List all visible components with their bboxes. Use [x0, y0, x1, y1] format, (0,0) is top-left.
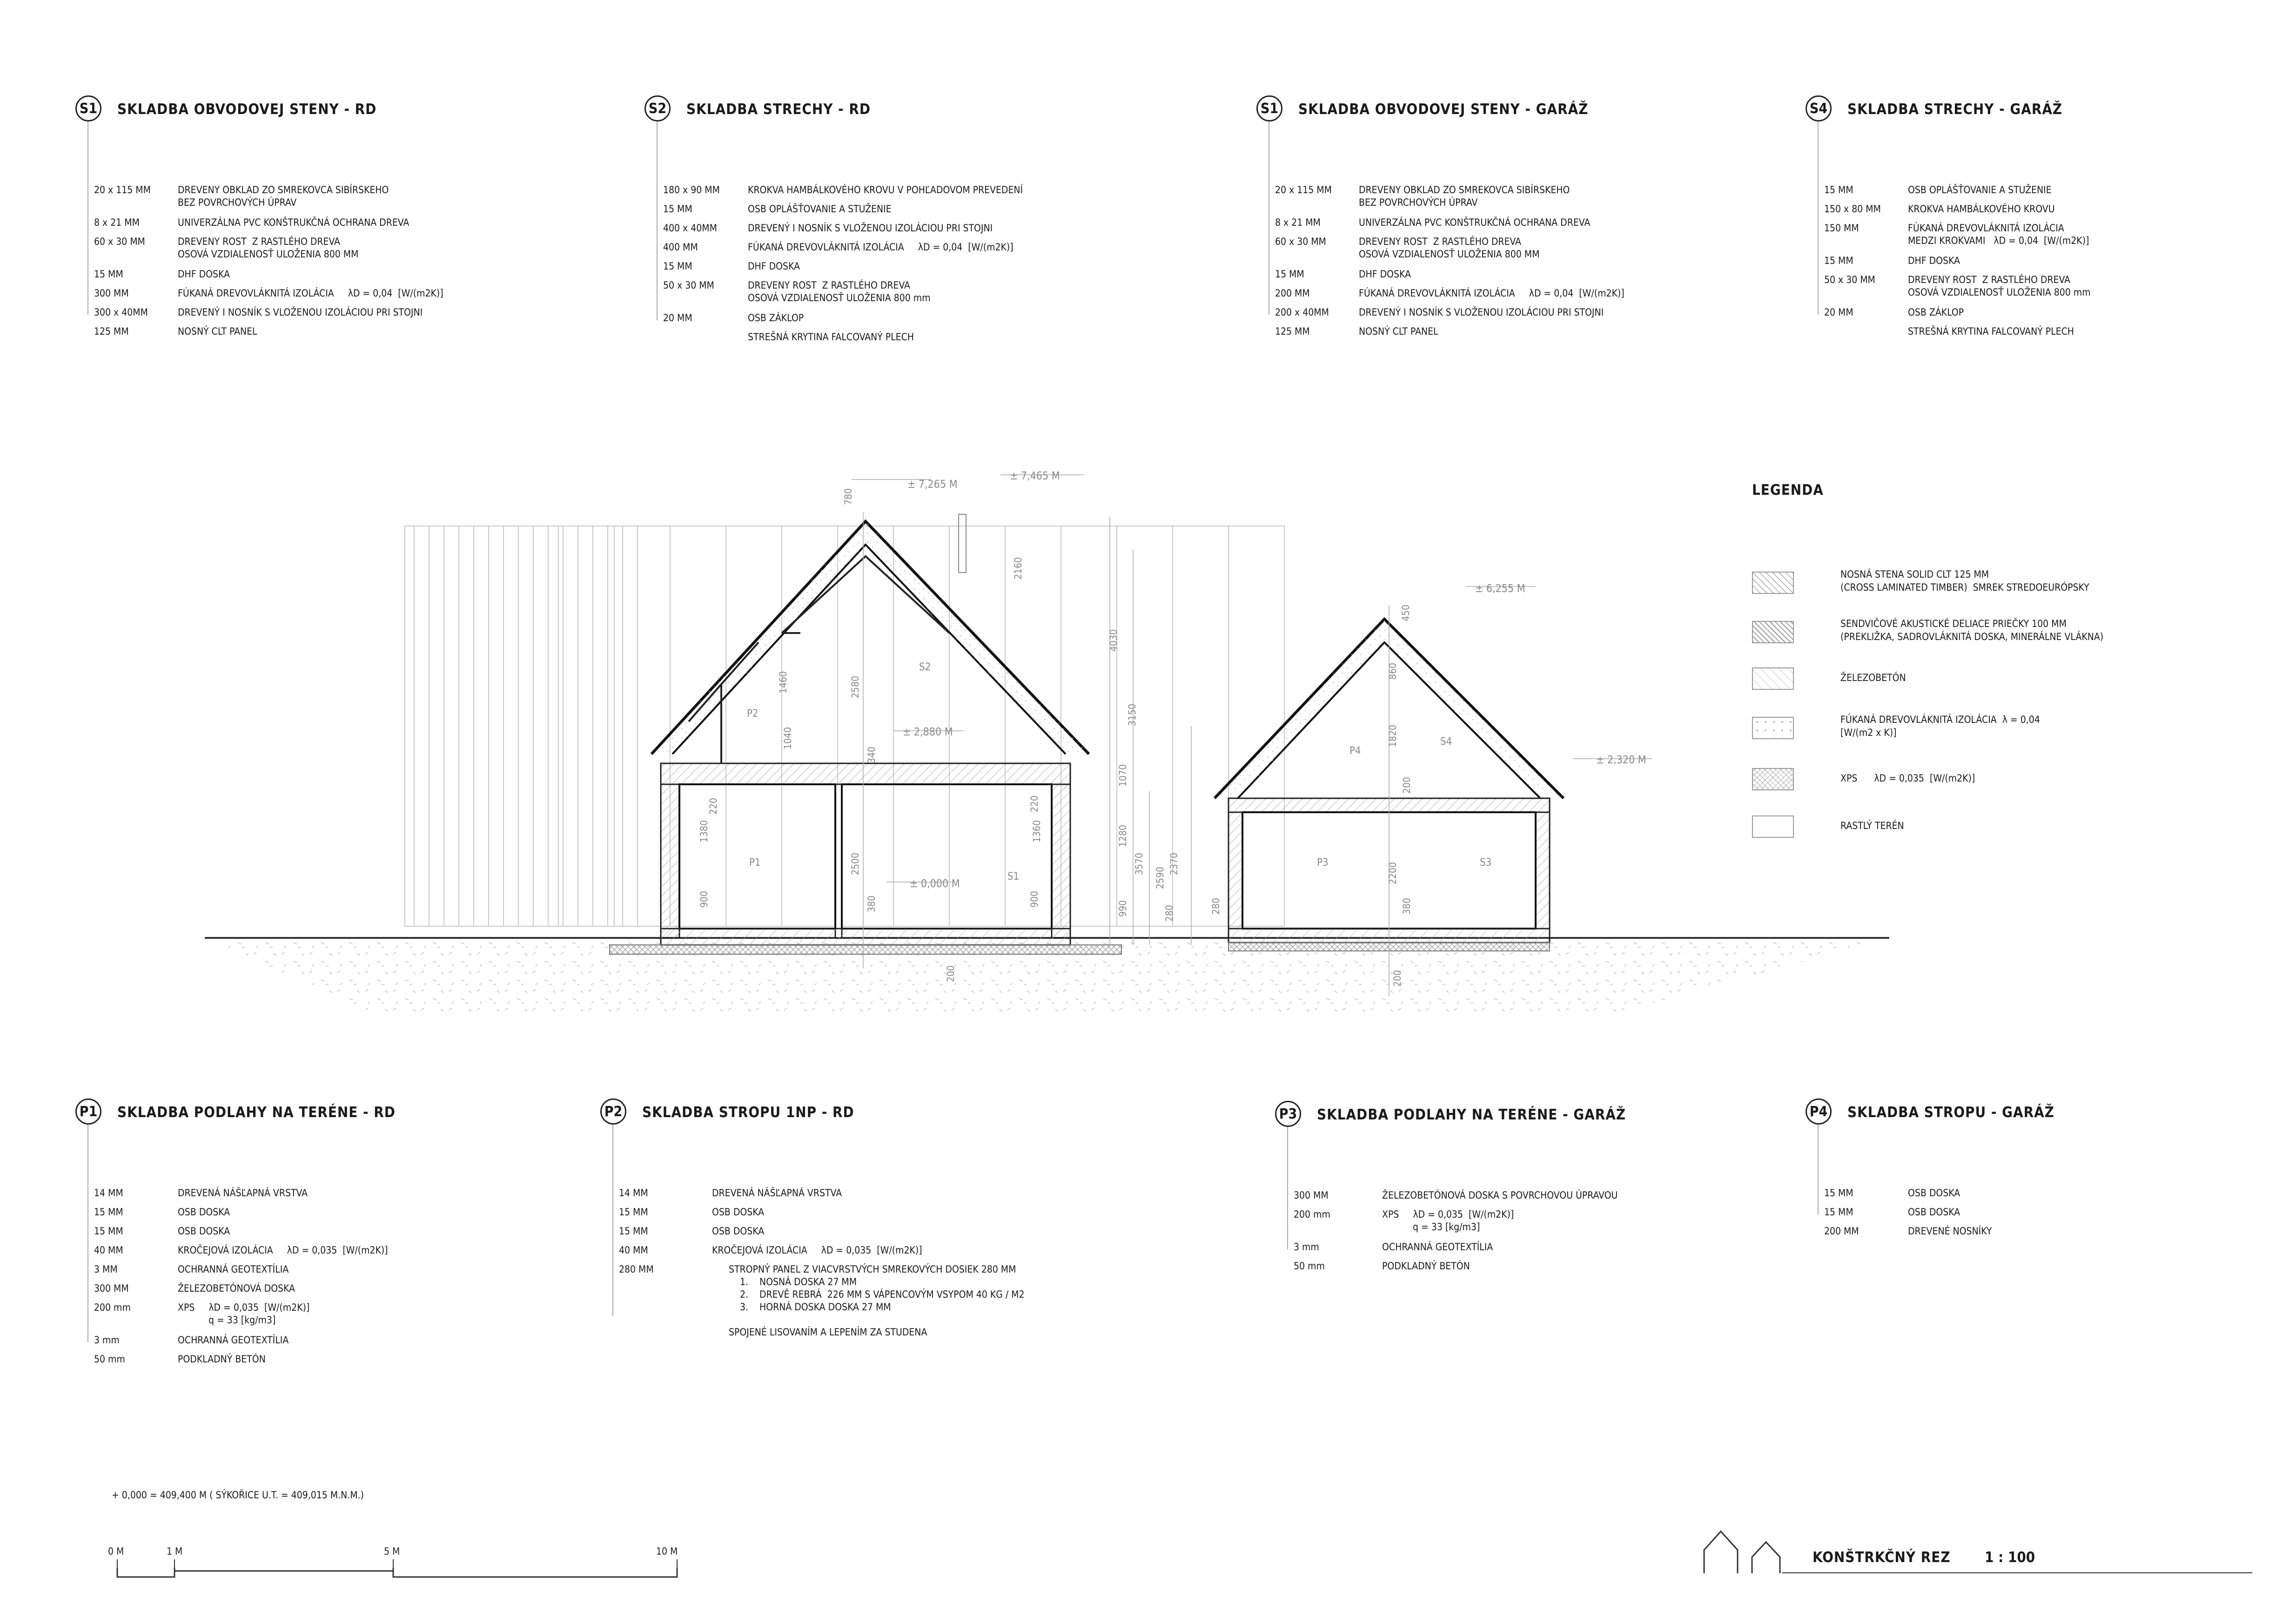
room-label: S4: [1440, 736, 1452, 748]
layer-thickness: 15 MM: [1824, 255, 1853, 266]
layer-material: OCHRANNÁ GEOTEXTÍLIA: [178, 1334, 289, 1346]
layer-material: DREVENÝ I NOSNÍK S VLOŽENOU IZOLÁCIOU PRI STOJNI: [1359, 307, 1604, 318]
layer-thickness: 15 MM: [663, 261, 692, 272]
drawing-title: KONŠTRKČNÝ REZ: [1813, 1549, 1951, 1566]
layer-material: OSB DOSKA: [1908, 1187, 1960, 1199]
layer-thickness: 15 MM: [1275, 269, 1304, 280]
main-house-section: [610, 514, 1121, 954]
layer-thickness: 15 MM: [94, 1206, 123, 1218]
layer-material: UNIVERZÁLNA PVC KONŠTRUKČNÁ OCHRANA DREVA: [1359, 217, 1591, 228]
layer-thickness: 15 MM: [1824, 184, 1853, 195]
dimension-label: 280: [1210, 897, 1222, 915]
layer-material: UNIVERZÁLNA PVC KONŠTRUKČNÁ OCHRANA DREVA: [178, 217, 410, 228]
layer-thickness: 50 mm: [1294, 1260, 1325, 1272]
dimension-label: 280: [1164, 904, 1175, 922]
dimension-label: 2580: [850, 675, 861, 698]
layer-material: OSB DOSKA: [1908, 1206, 1960, 1218]
drawing-scale: 1 : 100: [1985, 1549, 2035, 1566]
layer-thickness: 300 MM: [1294, 1190, 1329, 1201]
dimension-label: 4030: [1108, 629, 1119, 652]
layer-badge: S4: [1806, 95, 1832, 121]
layer-badge: P1: [75, 1098, 101, 1125]
layer-material: FÚKANÁ DREVOVLÁKNITÁ IZOLÁCIA MEDZI KROKVAMI λD = 0,04 [W/(m2K)]: [1908, 222, 2089, 246]
layer-material: DHF DOSKA: [1359, 269, 1411, 280]
dimension-label: 200: [945, 965, 956, 982]
dimension-label: 2500: [850, 852, 861, 875]
layer-title: SKLADBA OBVODOVEJ STENY - RD: [117, 101, 377, 118]
dimension-label: 3150: [1127, 703, 1138, 726]
layer-material: OSB OPLÁŠŤOVANIE A STUŽENIE: [748, 203, 892, 215]
dimension-label: 2160: [1013, 557, 1024, 580]
layer-thickness: 200 MM: [1824, 1226, 1859, 1237]
layer-title: SKLADBA STROPU 1NP - RD: [642, 1104, 854, 1121]
dimension-label: 220: [1029, 795, 1040, 812]
layer-thickness: 15 MM: [94, 269, 123, 280]
layer-thickness: 14 MM: [94, 1187, 123, 1199]
scale-label-1: 1 M: [167, 1546, 183, 1557]
dimension-label: 200: [1392, 970, 1403, 987]
legend-text: SENDVIČOVÉ AKUSTICKÉ DELIACE PRIEČKY 100 MM (PREKLIŽKA, SADROVLÁKNITÁ DOSKA, MINERÁLNE VLÁKNA): [1840, 618, 2104, 642]
background-facade: [405, 526, 1284, 926]
layer-material: OSB DOSKA: [178, 1226, 230, 1237]
layer-thickness: 20 x 115 MM: [94, 184, 151, 195]
layer-thickness: 15 MM: [1824, 1206, 1853, 1218]
dimension-label: 2590: [1155, 866, 1166, 889]
layer-material: KROČEJOVÁ IZOLÁCIA λD = 0,035 [W/(m2K)]: [178, 1245, 388, 1256]
layer-thickness: 150 MM: [1824, 222, 1859, 234]
layer-thickness: 15 MM: [619, 1206, 648, 1218]
legend-swatch: [1752, 667, 1794, 690]
layer-material: DREVENY ROST Z RASTLÉHO DREVA OSOVÁ VZDIALENOSŤ ULOŽENIA 800 MM: [1359, 236, 1540, 260]
layer-thickness: 40 MM: [619, 1245, 648, 1256]
layer-material: DHF DOSKA: [1908, 255, 1960, 266]
layer-badge: S2: [644, 95, 671, 121]
layer-thickness: 125 MM: [1275, 326, 1310, 337]
layer-thickness: 3 mm: [1294, 1241, 1319, 1253]
room-label: S2: [919, 661, 931, 673]
dimension-label: 1280: [1117, 824, 1128, 847]
layer-material: DREVENY ROST Z RASTLÉHO DREVA OSOVÁ VZDIALENOSŤ ULOŽENIA 800 mm: [1908, 274, 2091, 298]
layer-thickness: 15 MM: [94, 1226, 123, 1237]
layer-material: DHF DOSKA: [178, 269, 230, 280]
layer-material: DREVENY ROST Z RASTLÉHO DREVA OSOVÁ VZDIALENOSŤ ULOŽENIA 800 mm: [748, 280, 931, 303]
legend-text: ŽELEZOBETÓN: [1840, 672, 1906, 683]
layer-material: OCHRANNÁ GEOTEXTÍLIA: [178, 1264, 289, 1275]
layer-material: OSB DOSKA: [712, 1226, 765, 1237]
title-underline: [1782, 1572, 2252, 1573]
level-label: ± 6,255 M: [1475, 583, 1525, 595]
dimension-label: 1360: [1031, 820, 1042, 842]
dimension-label: 3570: [1134, 852, 1145, 875]
layer-thickness: 50 x 30 MM: [663, 280, 714, 291]
layer-material: ŽELEZOBETÓNOVÁ DOSKA: [178, 1283, 295, 1294]
dimension-label: 900: [698, 890, 710, 908]
layer-material: FÚKANÁ DREVOVLÁKNITÁ IZOLÁCIA λD = 0,04 [W/(m2K)]: [178, 288, 443, 299]
layer-material: DREVENÁ NÁŠĽAPNÁ VRSTVA: [178, 1187, 308, 1199]
layer-title: SKLADBA OBVODOVEJ STENY - GARÁŽ: [1298, 101, 1589, 118]
room-label: P2: [747, 708, 759, 720]
reference-note: + 0,000 = 409,400 M ( SÝKOŘICE U.T. = 409,015 M.N.M.): [112, 1489, 364, 1501]
layer-thickness: 50 mm: [94, 1354, 125, 1365]
layer-thickness: 60 x 30 MM: [1275, 236, 1326, 247]
scale-label-5: 5 M: [384, 1546, 400, 1557]
layer-thickness: 8 x 21 MM: [1275, 217, 1321, 228]
layer-material: STROPNÝ PANEL Z VIACVRSTVÝCH SMREKOVÝCH DOSIEK 280 MM 1. NOSNÁ DOSKA 27 MM 2. DREVĚ REBRÁ 226 MM S VÁPENCOVÝM VSYPOM 40 KG / M2 3. HORNÁ DOSKA DOSKA 27 MM SPOJENÉ LISOVANÍM A LEPENÍM ZA STUDENA: [728, 1264, 1025, 1338]
layer-badge: P2: [600, 1098, 626, 1125]
scale-bar: [107, 1536, 712, 1583]
layer-material: KROKVA HAMBÁLKOVÉHO KROVU V POHĽADOVOM PREVEDENÍ: [748, 184, 1023, 195]
layer-thickness: 200 MM: [1275, 288, 1310, 299]
layer-badge: P4: [1806, 1098, 1832, 1125]
layer-badge: S1: [1256, 95, 1282, 121]
layer-material: STREŠNÁ KRYTINA FALCOVANÝ PLECH: [748, 331, 914, 343]
layer-material: ŽELEZOBETÓNOVÁ DOSKA S POVRCHOVOU ÚPRAVOU: [1382, 1190, 1618, 1201]
legend-text: FÚKANÁ DREVOVLÁKNITÁ IZOLÁCIA λ = 0,04 [W/(m2 x K)]: [1840, 714, 2040, 738]
dimension-label: 1070: [1117, 764, 1128, 787]
layer-material: OSB DOSKA: [712, 1206, 765, 1218]
layer-thickness: 15 MM: [619, 1226, 648, 1237]
dimension-label: 900: [1029, 890, 1040, 908]
scale-label-0: 0 M: [108, 1546, 124, 1557]
legend-swatch: [1752, 717, 1794, 739]
legend: [1752, 482, 1824, 499]
layer-material: DREVENÝ I NOSNÍK S VLOŽENOU IZOLÁCIOU PRI STOJNI: [178, 307, 423, 318]
dimension-label: 220: [708, 797, 719, 815]
layer-material: DREVENY OBKLAD ZO SMREKOVCA SIBÍRSKEHO BEZ POVRCHOVÝCH ÚPRAV: [1359, 184, 1570, 208]
layer-title: SKLADBA PODLAHY NA TERÉNE - GARÁŽ: [1317, 1106, 1626, 1123]
layer-thickness: 180 x 90 MM: [663, 184, 720, 195]
dimension-label: 2370: [1168, 852, 1180, 875]
dimension-label: 1380: [698, 820, 710, 842]
layer-thickness: 20 MM: [1824, 307, 1853, 318]
layer-material: DREVENY OBKLAD ZO SMREKOVCA SIBÍRSKEHO BEZ POVRCHOVÝCH ÚPRAV: [178, 184, 389, 208]
layer-material: DREVENÉ NOSNÍKY: [1908, 1226, 1992, 1237]
layer-material: OSB DOSKA: [178, 1206, 230, 1218]
layer-thickness: 200 mm: [94, 1302, 131, 1313]
layer-thickness: 150 x 80 MM: [1824, 203, 1881, 215]
dimension-label: 1820: [1387, 724, 1398, 747]
layer-material: FÚKANÁ DREVOVLÁKNITÁ IZOLÁCIA λD = 0,04 [W/(m2K)]: [1359, 288, 1625, 299]
layer-material: PODKLADNÝ BETÓN: [178, 1354, 266, 1365]
layer-badge: P3: [1275, 1101, 1301, 1127]
layer-thickness: 8 x 21 MM: [94, 217, 140, 228]
layer-thickness: 125 MM: [94, 326, 129, 337]
layer-material: XPS λD = 0,035 [W/(m2K)] q = 33 [kg/m3]: [1382, 1209, 1514, 1233]
dimension-label: 1040: [782, 727, 793, 749]
layer-title: SKLADBA STRECHY - GARÁŽ: [1847, 101, 2063, 118]
layer-title: SKLADBA STRECHY - RD: [686, 101, 871, 118]
legend-swatch: [1752, 815, 1794, 838]
layer-material: OSB OPLÁŠŤOVANIE A STUŽENIE: [1908, 184, 2052, 195]
layer-thickness: 400 x 40MM: [663, 222, 717, 234]
layer-thickness: 40 MM: [94, 1245, 123, 1256]
layer-thickness: 400 MM: [663, 242, 698, 253]
legend-text: NOSNÁ STENA SOLID CLT 125 MM (CROSS LAMINATED TIMBER) SMREK STREDOEURÓPSKY: [1840, 569, 2089, 593]
layer-thickness: 15 MM: [663, 203, 692, 215]
level-label: ± 0,000 M: [910, 878, 960, 890]
dimension-lines: [852, 475, 1652, 996]
legend-swatch: [1752, 768, 1794, 790]
room-label: S3: [1480, 857, 1492, 869]
layer-thickness: 20 MM: [663, 312, 692, 323]
scale-label-10: 10 M: [656, 1546, 678, 1557]
layer-thickness: 200 mm: [1294, 1209, 1330, 1220]
layer-thickness: 300 x 40MM: [94, 307, 148, 318]
layer-thickness: 300 MM: [94, 1283, 129, 1294]
layer-thickness: 3 mm: [94, 1334, 120, 1346]
layer-material: DHF DOSKA: [748, 261, 800, 272]
dimension-label: 990: [1117, 900, 1128, 917]
layer-thickness: 50 x 30 MM: [1824, 274, 1875, 285]
layer-badge: S1: [75, 95, 101, 121]
dimension-label: 200: [1401, 776, 1412, 794]
layer-material: DREVENÝ I NOSNÍK S VLOŽENOU IZOLÁCIOU PRI STOJNI: [748, 222, 993, 234]
layer-thickness: 200 x 40MM: [1275, 307, 1329, 318]
layer-material: NOSNÝ CLT PANEL: [1359, 326, 1438, 337]
layer-thickness: 14 MM: [619, 1187, 648, 1199]
house-logo-icon: [1703, 1529, 1806, 1576]
room-label: P1: [749, 857, 761, 869]
dimension-label: 2200: [1387, 862, 1398, 884]
layer-thickness: 20 x 115 MM: [1275, 184, 1332, 195]
layer-material: KROKVA HAMBÁLKOVÉHO KROVU: [1908, 203, 2055, 215]
layer-thickness: 300 MM: [94, 288, 129, 299]
dimension-label: 1460: [778, 671, 789, 694]
layer-material: DREVENÁ NÁŠĽAPNÁ VRSTVA: [712, 1187, 842, 1199]
layer-material: XPS λD = 0,035 [W/(m2K)] q = 33 [kg/m3]: [178, 1302, 310, 1326]
layer-title: SKLADBA STROPU - GARÁŽ: [1847, 1104, 2054, 1121]
layer-title: SKLADBA PODLAHY NA TERÉNE - RD: [117, 1104, 396, 1121]
legend-title: LEGENDA: [1752, 482, 1824, 499]
layer-material: STREŠNÁ KRYTINA FALCOVANÝ PLECH: [1908, 326, 2074, 337]
layer-material: NOSNÝ CLT PANEL: [178, 326, 257, 337]
legend-swatch: [1752, 621, 1794, 643]
room-label: P4: [1349, 745, 1361, 757]
layer-thickness: 60 x 30 MM: [94, 236, 145, 247]
level-label: ± 2,320 M: [1596, 754, 1646, 766]
dimension-label: 780: [843, 488, 854, 505]
layer-thickness: 15 MM: [1824, 1187, 1853, 1199]
layer-material: DREVENY ROST Z RASTLÉHO DREVA OSOVÁ VZDIALENOSŤ ULOŽENIA 800 MM: [178, 236, 359, 260]
room-label: S1: [1007, 871, 1020, 883]
dimension-label: 860: [1387, 662, 1398, 680]
level-label: ± 7,265 M: [907, 478, 958, 491]
dimension-label: 450: [1400, 604, 1411, 621]
level-label: ± 2,880 M: [903, 726, 953, 738]
dimension-label: 380: [1401, 897, 1412, 915]
level-label: ± 7,465 M: [1010, 470, 1060, 482]
layer-material: OCHRANNÁ GEOTEXTÍLIA: [1382, 1241, 1493, 1253]
dimension-label: 340: [866, 746, 877, 763]
layer-material: FÚKANÁ DREVOVLÁKNITÁ IZOLÁCIA λD = 0,04 [W/(m2K)]: [748, 242, 1014, 253]
dimension-label: 380: [866, 895, 877, 912]
legend-swatch: [1752, 572, 1794, 594]
legend-text: RASTLÝ TERÉN: [1840, 820, 1904, 831]
layer-thickness: 3 MM: [94, 1264, 118, 1275]
layer-material: OSB ZÁKLOP: [1908, 307, 1964, 318]
layer-material: KROČEJOVÁ IZOLÁCIA λD = 0,035 [W/(m2K)]: [712, 1245, 922, 1256]
layer-material: OSB ZÁKLOP: [748, 312, 804, 323]
layer-material: PODKLADNÝ BETÓN: [1382, 1260, 1470, 1272]
room-label: P3: [1317, 857, 1329, 869]
layer-thickness: 280 MM: [619, 1264, 654, 1275]
legend-text: XPS λD = 0,035 [W/(m2K)]: [1840, 773, 1975, 784]
